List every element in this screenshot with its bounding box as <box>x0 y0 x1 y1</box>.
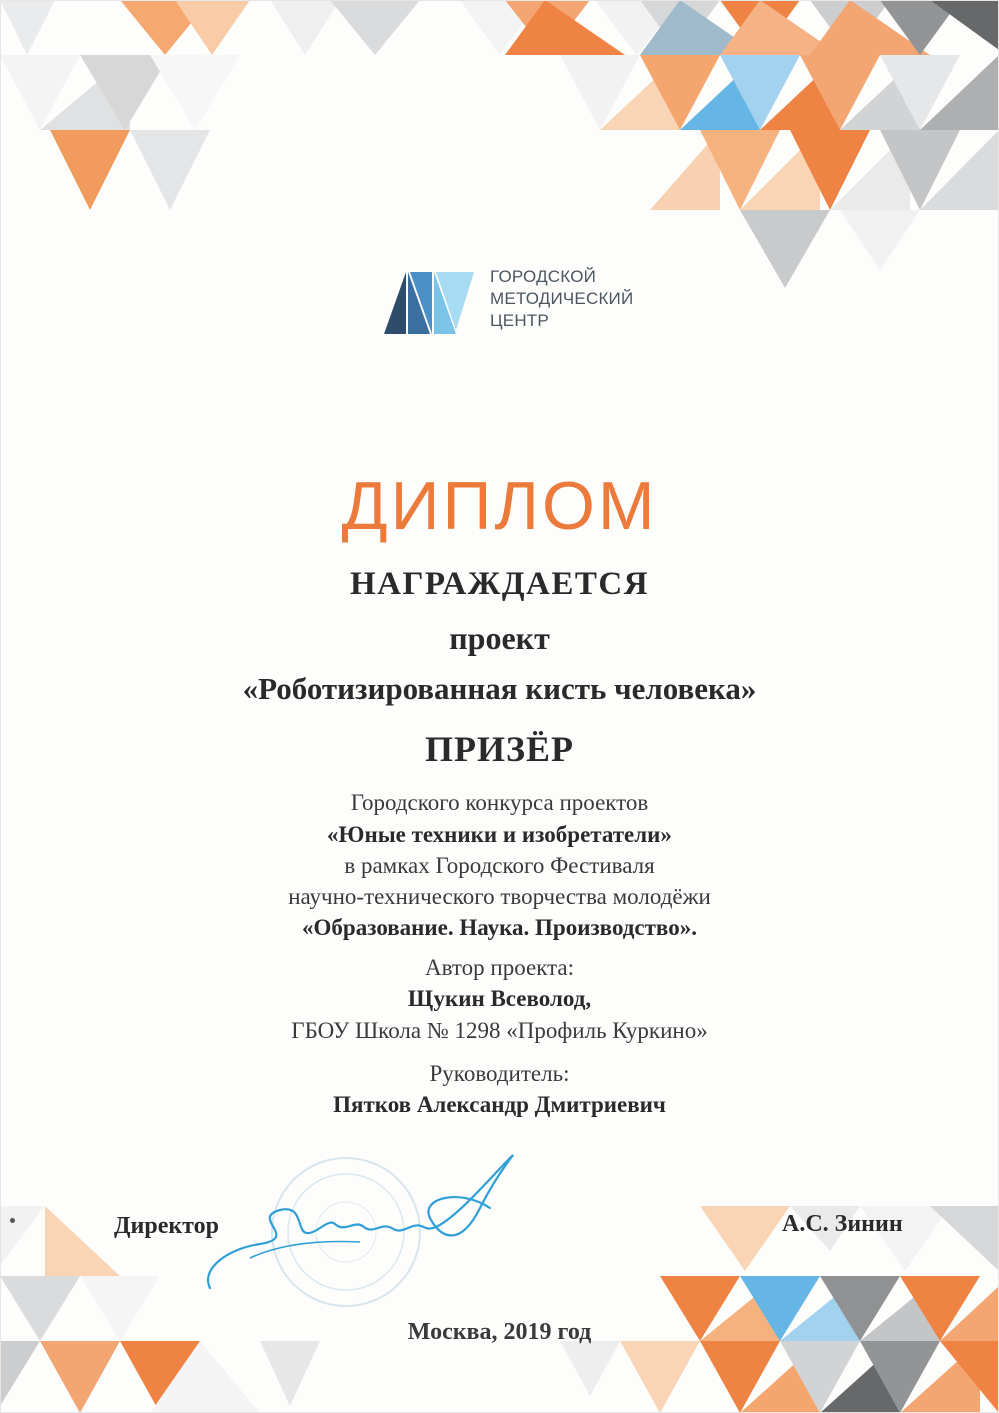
top-triangle-pattern <box>0 0 999 300</box>
supervisor-name: Пятков Александр Дмитриевич <box>333 1092 666 1117</box>
supervisor-label: Руководитель: <box>429 1061 570 1086</box>
project-name: «Роботизированная кисть человека» <box>242 671 757 706</box>
contest-line-1: Городского конкурса проектов <box>350 790 649 815</box>
project-word: проект <box>449 620 550 656</box>
gmc-logo-text <box>490 266 633 332</box>
contest-line-3: в рамках Городского Фестиваля <box>344 853 655 878</box>
director-name: А.С. Зинин <box>782 1211 903 1237</box>
prize-title: ПРИЗЁР <box>425 729 574 769</box>
author-label: Автор проекта: <box>425 955 574 980</box>
logo-line-3: ЦЕНТР <box>490 311 549 330</box>
contest-line-4: научно-технического творчества молодёжи <box>288 884 711 909</box>
logo-line-1: ГОРОДСКОЙ <box>490 267 597 286</box>
author-name: Щукин Всеволод, <box>407 986 592 1011</box>
scan-dot <box>10 1218 15 1223</box>
diploma-title: ДИПЛОМ <box>341 468 658 544</box>
director-signature <box>190 1148 530 1308</box>
logo-line-2: МЕТОДИЧЕСКИЙ <box>490 289 634 308</box>
festival-name: «Образование. Наука. Производство». <box>302 915 697 940</box>
contest-name: «Юные техники и изобретатели» <box>327 822 672 847</box>
city-year: Москва, 2019 год <box>407 1319 592 1345</box>
author-school: ГБОУ Школа № 1298 «Профиль Куркино» <box>291 1018 708 1043</box>
gmc-logo <box>384 266 664 336</box>
director-label: Директор <box>114 1213 219 1239</box>
award-heading: НАГРАЖДАЕТСЯ <box>349 566 650 602</box>
gmc-logo-mark-icon <box>384 268 476 336</box>
